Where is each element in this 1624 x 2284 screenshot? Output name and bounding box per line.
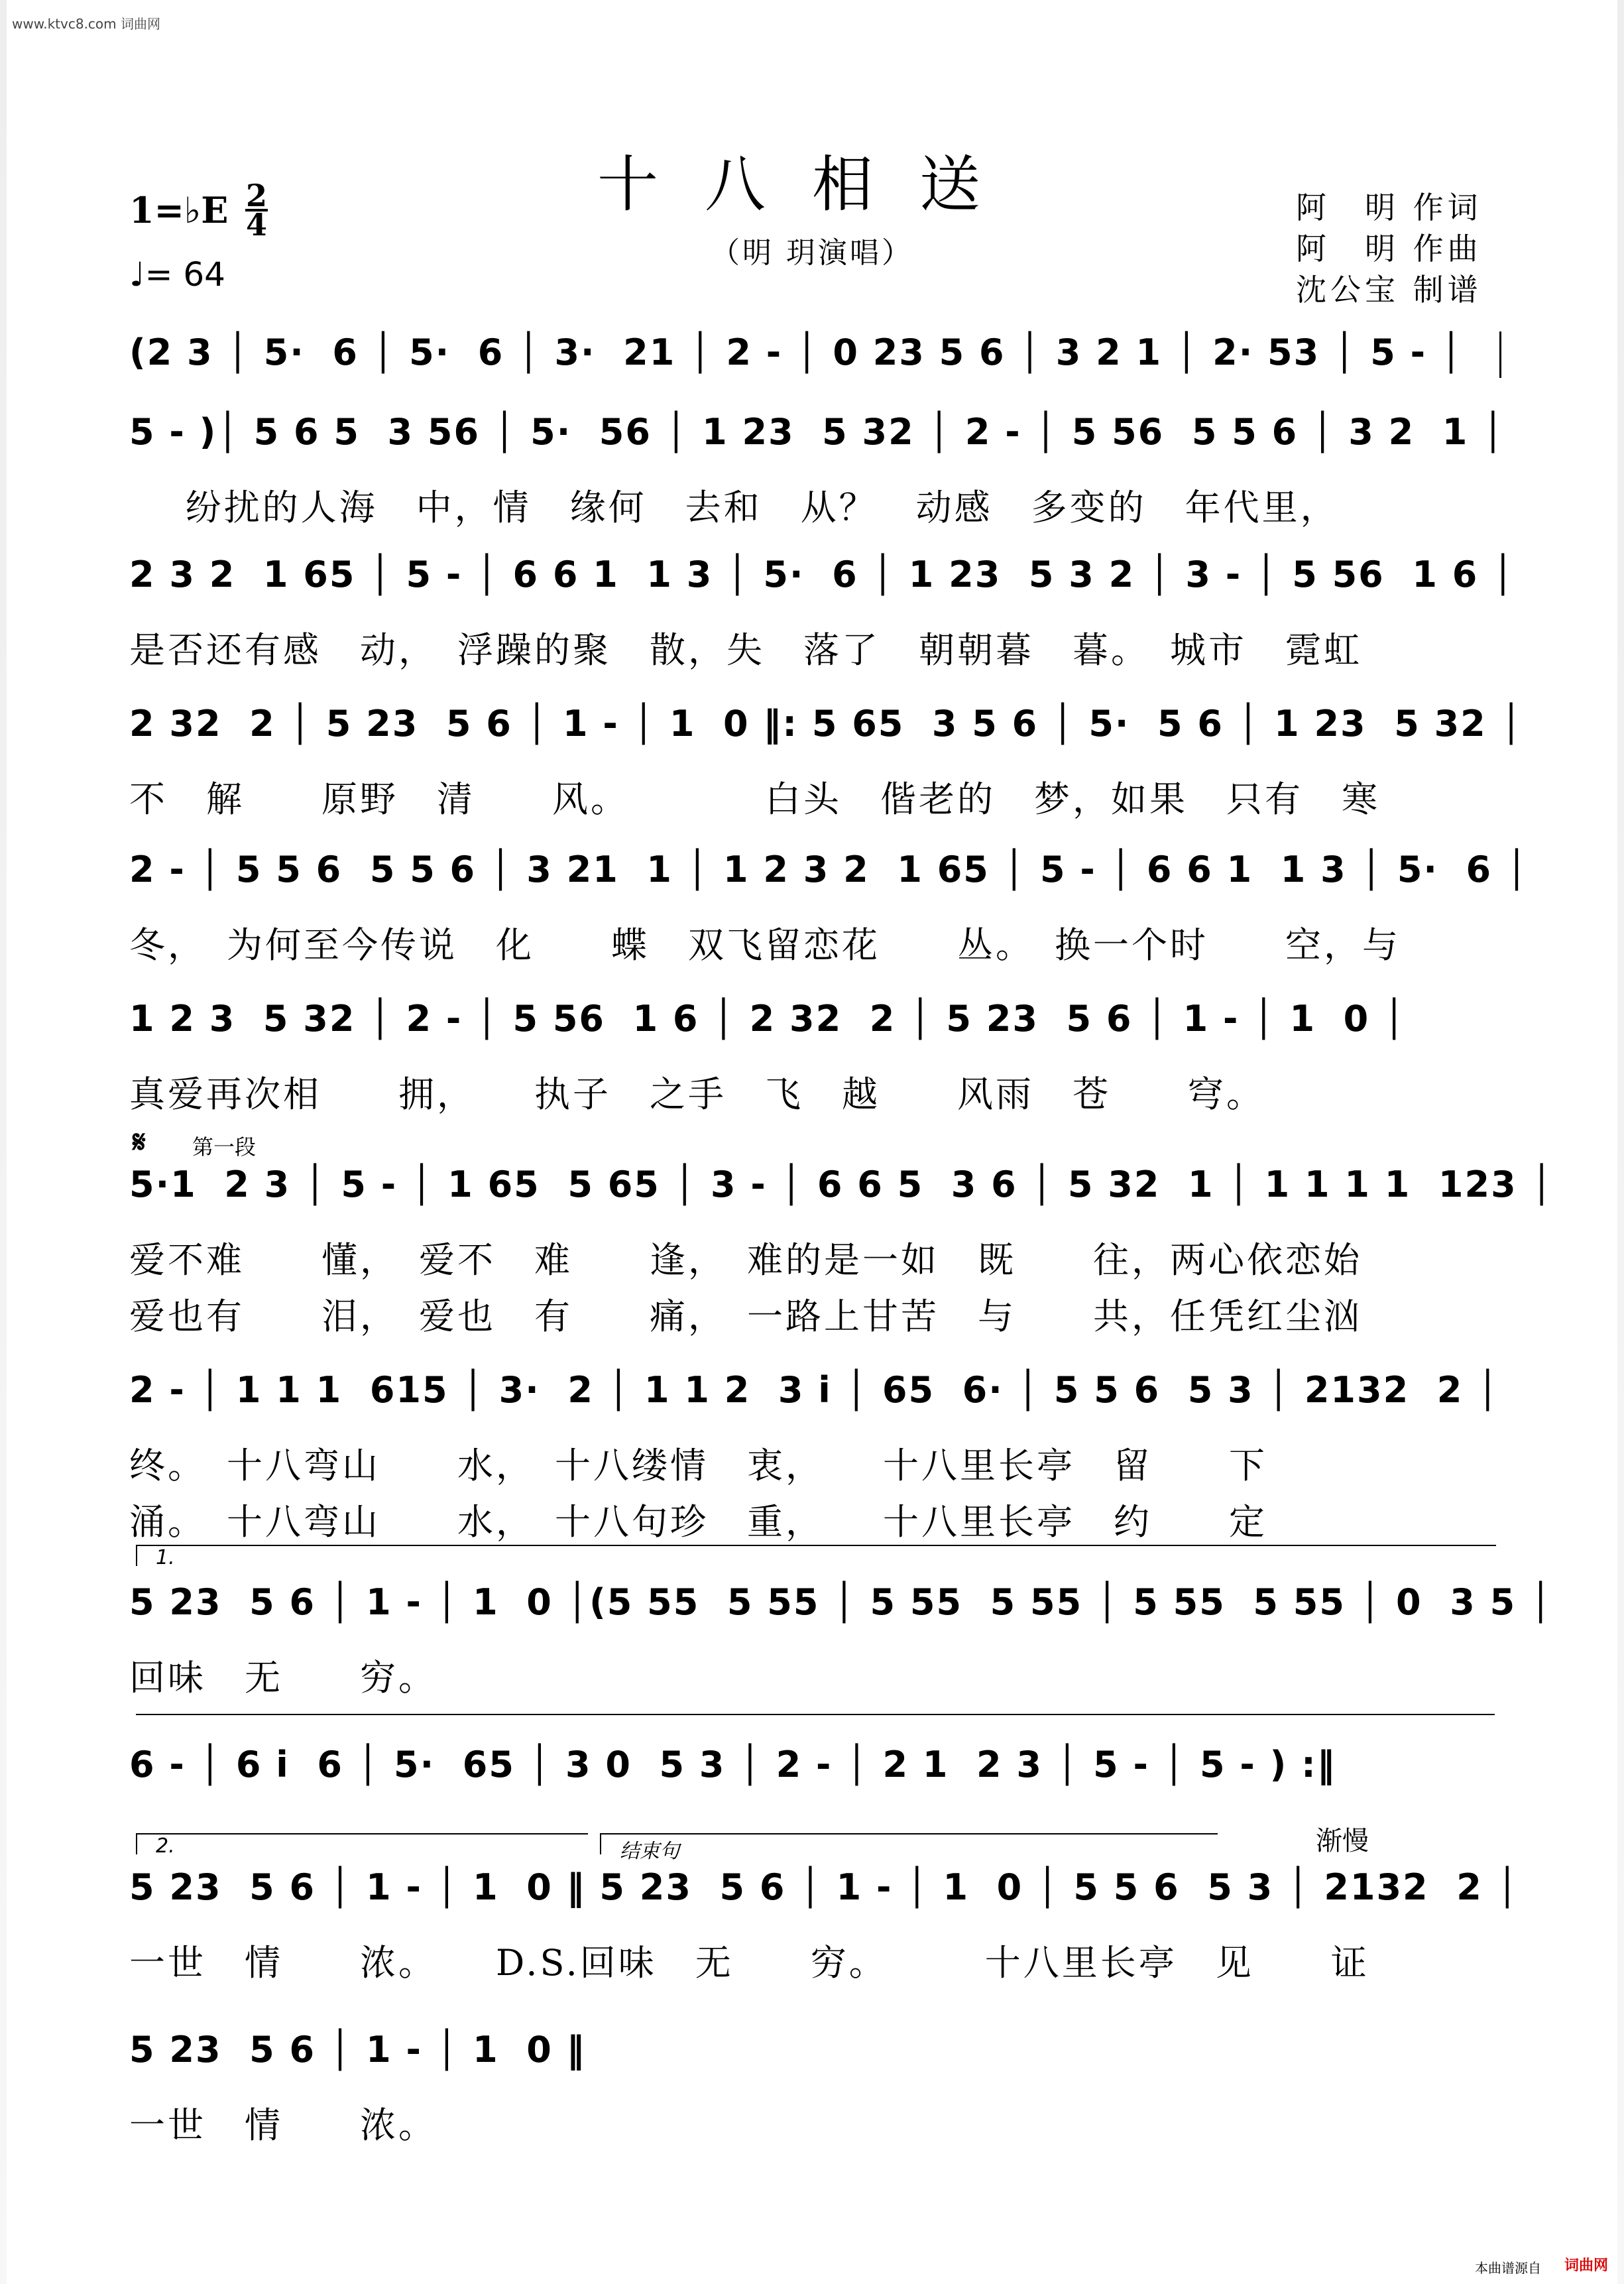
segno-mark: 𝄋 <box>133 1124 146 1160</box>
volta-1-end-line <box>136 1714 1495 1715</box>
staff-line-7 <box>129 1164 1554 1339</box>
lyric-row: 是否还有感 动， 浮躁的聚 散，失 落了 朝朝暮 暮。 城市 霓虹 <box>129 629 1362 671</box>
staff-line-4 <box>129 703 1524 822</box>
lyric-row: 一世 情 浓。 <box>129 2104 437 2146</box>
lyric-row: 冬， 为何至今传说 化 蝶 双飞留恋花 丛。 换一个时 空，与 <box>129 924 1401 966</box>
staff-line-9 <box>129 1581 1553 1701</box>
ending-label: 结束句 <box>620 1840 679 1863</box>
notation-row: 6 - │ 6 i 6 │ 5· 65 │ 3 0 5 3 │ 2 - │ 2 1 2 3 │ 5 - │ 5 - ) :‖ <box>129 1744 1336 1785</box>
volta-2-label: 2. <box>156 1834 175 1858</box>
right-margin-strip <box>1617 0 1624 2284</box>
section-label-first: 第一段 <box>192 1134 257 1160</box>
lyric-row-verse-2: 涌。 十八弯山 水， 十八句珍 重， 十八里长亭 约 定 <box>129 1501 1267 1543</box>
lyric-row: 不 解 原野 清 风。 白头 偕老的 梦，如果 只有 寒 <box>129 778 1380 820</box>
volta-bracket-1 <box>136 1545 1496 1569</box>
staff-line-3 <box>129 554 1515 673</box>
song-subtitle: （明 玥演唱） <box>711 236 913 270</box>
barline <box>1499 331 1501 378</box>
volta-bracket-2 <box>136 1833 588 1858</box>
volta-1-label: 1. <box>156 1546 175 1569</box>
composer-credit: 阿 明 作曲 <box>1296 231 1482 267</box>
site-watermark: www.ktvc8.com 词曲网 <box>12 16 161 32</box>
time-sig-top: 2 <box>245 178 267 213</box>
footer-source-text: 本曲谱源自 <box>1475 2260 1541 2276</box>
lyricist-credit: 阿 明 作词 <box>1296 190 1482 225</box>
staff-line-8 <box>129 1369 1505 1545</box>
lyric-row: 真爱再次相 拥， 执子 之手 飞 越 风雨 苍 穹。 <box>129 1073 1265 1115</box>
ritardando-mark: 渐慢 <box>1316 1826 1369 1856</box>
staff-line-5 <box>129 849 1529 968</box>
left-margin-strip <box>0 0 7 2284</box>
credits <box>1296 187 1482 310</box>
time-signature <box>245 178 268 243</box>
song-title: 十八相送 <box>597 149 1027 220</box>
ending-bracket <box>600 1833 1218 1863</box>
staff-line-11 <box>129 1866 1520 1986</box>
time-sig-bottom: 4 <box>245 207 267 243</box>
lyric-row-verse-2: 爱也有 泪， 爱也 有 痛， 一路上甘苦 与 共，任凭红尘汹 <box>129 1295 1362 1337</box>
notation-row: 1 2 3 5 32 │ 2 - │ 5 56 1 6 │ 2 32 2 │ 5 23 5 6 │ 1 - │ 1 0 │ <box>129 998 1407 1040</box>
lyric-row-verse-1: 爱不难 懂， 爱不 难 逢， 难的是一如 既 往，两心依恋始 <box>129 1239 1362 1281</box>
lyric-row: 纷扰的人海 中，情 缘何 去和 从？ 动感 多变的 年代里， <box>129 487 1339 528</box>
staff-line-6 <box>129 998 1505 1117</box>
footer-site-logo: 词曲网 <box>1564 2257 1609 2274</box>
transcriber-credit: 沈公宝 制谱 <box>1296 272 1482 308</box>
key-signature: 1=♭E <box>129 189 229 231</box>
notation-row: 5 23 5 6 │ 1 - │ 1 0 ‖ <box>129 2029 586 2071</box>
staff-line-12 <box>129 2029 1505 2148</box>
lyric-row: 一世 情 浓。 D.S.回味 无 穷。 十八里长亭 见 证 <box>129 1942 1369 1984</box>
staff-line-2 <box>129 411 1505 530</box>
notation-row: 5 23 5 6 │ 1 - │ 1 0 ‖ 5 23 5 6 │ 1 - │ 1 0 │ 5 5 6 5 3 │ 2132 2 │ <box>129 1866 1520 1908</box>
lyric-row-verse-1: 终。 十八弯山 水， 十八缕情 衷， 十八里长亭 留 下 <box>129 1445 1267 1486</box>
notation-row: 2 3 2 1 65 │ 5 - │ 6 6 1 1 3 │ 5· 6 │ 1 23 5 3 2 │ 3 - │ 5 56 1 6 │ <box>129 554 1515 595</box>
notation-row: 5 - )│ 5 6 5 3 56 │ 5· 56 │ 1 23 5 32 │ 2 - │ 5 56 5 5 6 │ 3 2 1 │ <box>129 411 1505 453</box>
staff-line-1 <box>129 331 1505 373</box>
notation-row: 2 - │ 5 5 6 5 5 6 │ 3 21 1 │ 1 2 3 2 1 65 │ 5 - │ 6 6 1 1 3 │ 5· 6 │ <box>129 849 1529 890</box>
notation-row: (2 3 │ 5· 6 │ 5· 6 │ 3· 21 │ 2 - │ 0 23 5 6 │ 3 2 1 │ 2· 53 │ 5 - │ <box>129 331 1464 373</box>
staff-line-10 <box>129 1744 1505 1785</box>
notation-row: 5·1 2 3 │ 5 - │ 1 65 5 65 │ 3 - │ 6 6 5 3 6 │ 5 32 1 │ 1 1 1 1 123 │ <box>129 1164 1554 1205</box>
lyric-row: 回味 无 穷。 <box>129 1657 437 1699</box>
notation-row: 5 23 5 6 │ 1 - │ 1 0 │(5 55 5 55 │ 5 55 5 55 │ 5 55 5 55 │ 0 3 5 │ <box>129 1581 1553 1623</box>
tempo-mark: ♩= 64 <box>129 255 225 294</box>
notation-row: 2 32 2 │ 5 23 5 6 │ 1 - │ 1 0 ‖: 5 65 3 5 6 │ 5· 5 6 │ 1 23 5 32 │ <box>129 703 1524 745</box>
notation-row: 2 - │ 1 1 1 615 │ 3· 2 │ 1 1 2 3 i │ 65 6· │ 5 5 6 5 3 │ 2132 2 │ <box>129 1369 1500 1411</box>
